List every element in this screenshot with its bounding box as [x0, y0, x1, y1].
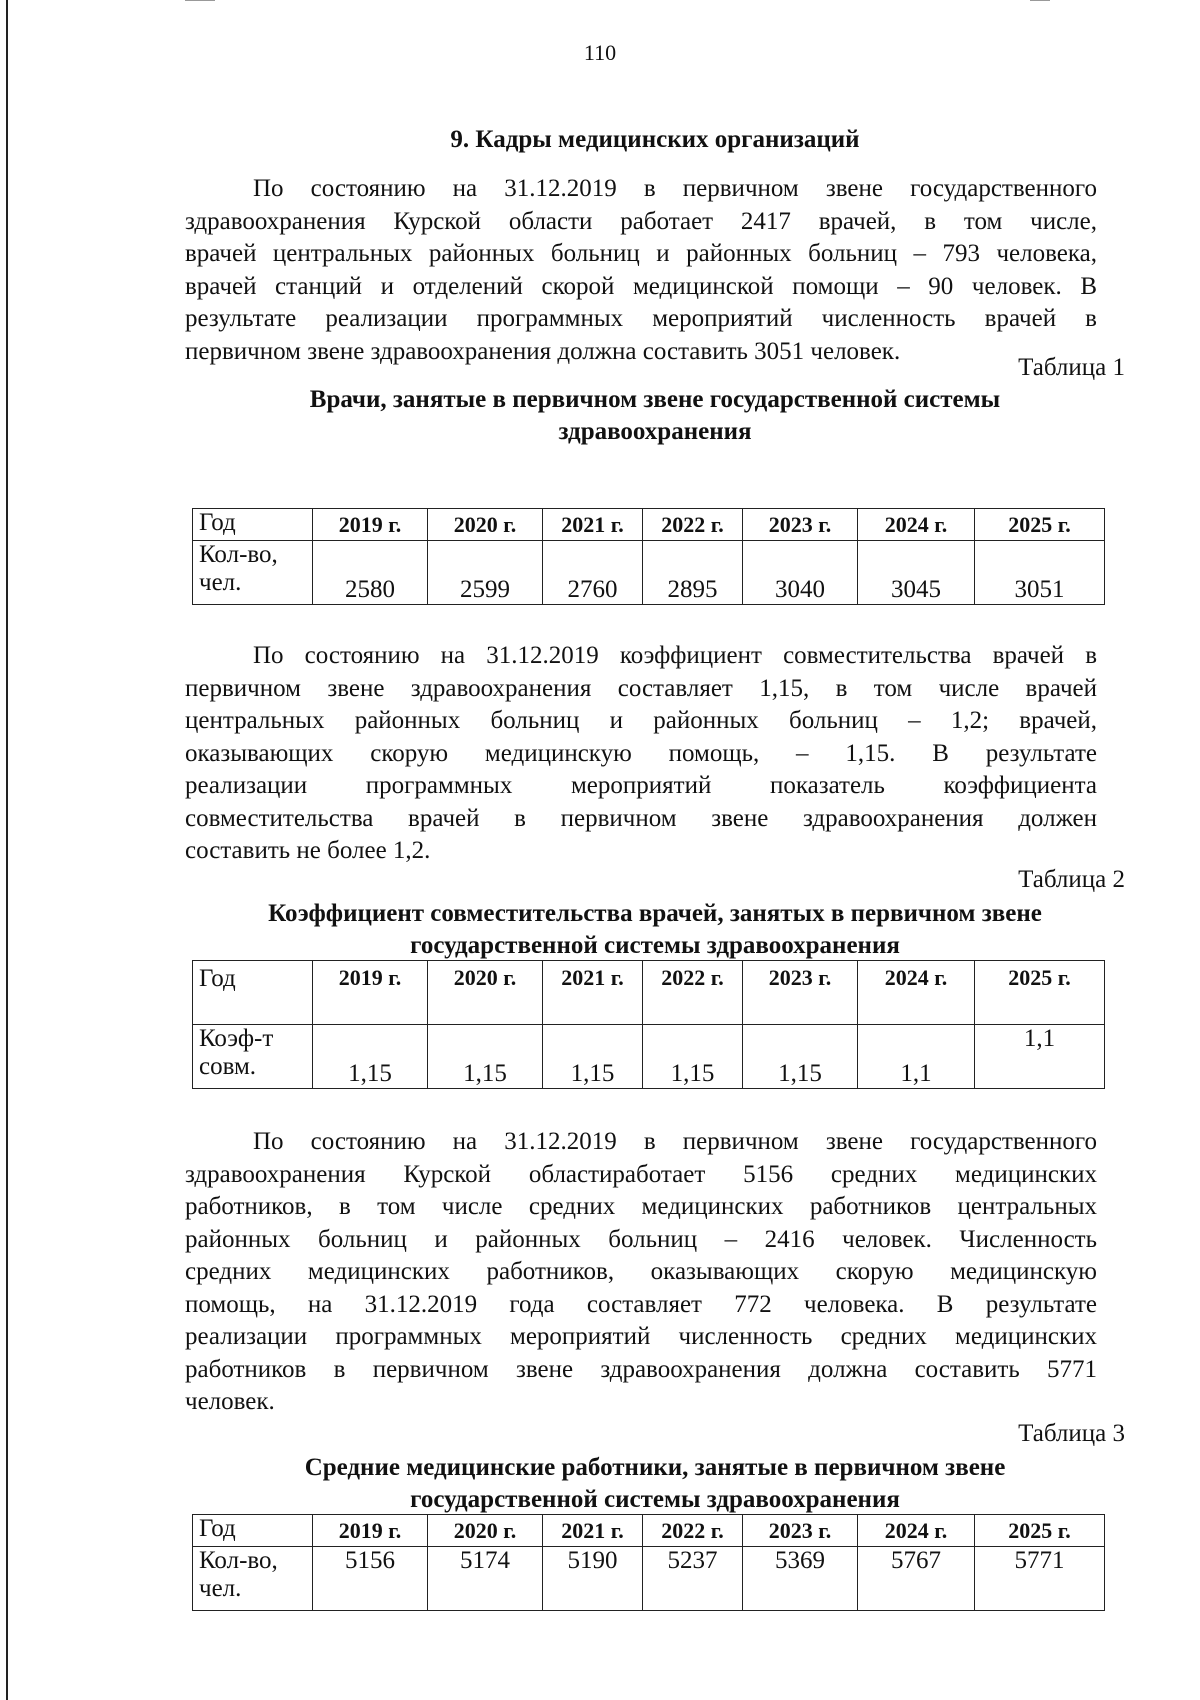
paragraph-line: оказывающих скорую медицинскую помощь, – 1,15. В результате — [185, 739, 1097, 767]
value-cell: 2760 — [543, 541, 643, 605]
paragraph-line: По состоянию на 31.12.2019 в первичном звене государственного — [253, 1128, 1097, 1155]
value-cell: 1,15 — [743, 1025, 858, 1089]
paragraph-line: По состоянию на 31.12.2019 коэффициент совместительства врачей в — [253, 642, 1097, 669]
value-cell: 3040 — [743, 541, 858, 605]
table-header-row — [193, 1515, 1105, 1547]
year-header-cell: Год — [193, 961, 313, 1025]
year-cell: 2022 г. — [643, 509, 743, 541]
table-3-title — [180, 1452, 1130, 1516]
year-header-cell: Год — [193, 509, 313, 541]
paragraph-line: помощь, на 31.12.2019 года составляет 772 человека. В результате — [185, 1290, 1097, 1318]
year-cell: 2025 г. — [975, 509, 1105, 541]
table-3-title-line: Средние медицинские работники, занятые в первичном звене — [304, 1454, 1006, 1481]
year-cell: 2024 г. — [858, 961, 975, 1025]
paragraph-line: здравоохранения Курской области работает 2417 врачей, в том числе, — [185, 207, 1097, 235]
table-2-label: Таблица 2 — [1018, 866, 1125, 893]
paragraph-line: врачей центральных районных больниц и районных больниц – 793 человека, — [185, 240, 1097, 267]
value-cell: 5190 — [543, 1547, 643, 1611]
table-1-title-line: здравоохранения — [558, 418, 752, 445]
table-row — [193, 541, 1105, 605]
table-3 — [192, 1514, 1105, 1611]
value-cell: 1,15 — [313, 1025, 428, 1089]
value-cell: 5369 — [743, 1547, 858, 1611]
paragraph-line: здравоохранения Курской областиработает 5156 средних медицинских — [185, 1160, 1097, 1188]
row-label-line: совм. — [199, 1053, 257, 1080]
scan-border — [6, 0, 8, 1700]
table-1-title — [180, 384, 1130, 448]
paragraph-line: первичном звене здравоохранения должна составить 3051 человек. — [185, 337, 901, 365]
paragraph-line: врачей станций и отделений скорой медицинской помощи – 90 человек. В — [185, 272, 1097, 300]
paragraph-line: По состоянию на 31.12.2019 в первичном звене государственного — [253, 175, 1097, 202]
value-cell: 1,1 — [975, 1025, 1105, 1089]
table-1 — [192, 508, 1105, 605]
scan-edge-mark — [1030, 0, 1050, 1]
value-cell: 2580 — [313, 541, 428, 605]
table-2-title-line: государственной системы здравоохранения — [410, 932, 900, 959]
table-2-title-line: Коэффициент совместительства врачей, занятых в первичном звене — [268, 900, 1042, 927]
paragraph-1 — [185, 173, 1097, 368]
row-label-cell — [193, 1547, 313, 1611]
value-cell: 5767 — [858, 1547, 975, 1611]
paragraph-line: центральных районных больниц и районных больниц – 1,2; врачей, — [185, 707, 1097, 734]
year-cell: 2025 г. — [975, 1515, 1105, 1547]
table-3-title-line: государственной системы здравоохранения — [410, 1486, 900, 1513]
year-cell: 2019 г. — [313, 1515, 428, 1547]
year-cell: 2024 г. — [858, 1515, 975, 1547]
value-cell: 5237 — [643, 1547, 743, 1611]
value-cell: 3051 — [975, 541, 1105, 605]
year-cell: 2025 г. — [975, 961, 1105, 1025]
table-1-title-line: Врачи, занятые в первичном звене государственной системы — [309, 386, 1001, 413]
table-header-row — [193, 961, 1105, 1025]
table-1-label: Таблица 1 — [1018, 354, 1125, 381]
row-label-line: Кол-во, — [199, 1547, 278, 1574]
value-cell: 2599 — [428, 541, 543, 605]
paragraph-line: районных больниц и районных больниц – 2416 человек. Численность — [185, 1225, 1097, 1253]
value-cell: 5771 — [975, 1547, 1105, 1611]
paragraph-line: совместительства врачей в первичном звене здравоохранения должен — [185, 804, 1097, 832]
table-header-row — [193, 509, 1105, 541]
value-cell: 2895 — [643, 541, 743, 605]
year-cell: 2020 г. — [428, 509, 543, 541]
paragraph-line: реализации программных мероприятий численность средних медицинских — [185, 1323, 1097, 1350]
year-cell: 2019 г. — [313, 509, 428, 541]
year-cell: 2020 г. — [428, 1515, 543, 1547]
row-label-line: чел. — [199, 1575, 242, 1602]
year-cell: 2021 г. — [543, 1515, 643, 1547]
paragraph-line: составить не более 1,2. — [185, 837, 431, 864]
page-number: 110 — [583, 40, 617, 65]
paragraph-2 — [185, 640, 1097, 868]
value-cell: 5174 — [428, 1547, 543, 1611]
year-cell: 2023 г. — [743, 509, 858, 541]
year-cell: 2019 г. — [313, 961, 428, 1025]
paragraph-3 — [185, 1126, 1097, 1419]
value-cell: 1,15 — [428, 1025, 543, 1089]
scan-edge-mark — [185, 0, 215, 1]
year-cell: 2021 г. — [543, 509, 643, 541]
year-cell: 2021 г. — [543, 961, 643, 1025]
table-row — [193, 1547, 1105, 1611]
table-2 — [192, 960, 1105, 1089]
year-cell: 2020 г. — [428, 961, 543, 1025]
year-header-cell: Год — [193, 1515, 313, 1547]
value-cell: 1,1 — [858, 1025, 975, 1089]
paragraph-line: работников в первичном звене здравоохранения должна составить 5771 — [185, 1355, 1097, 1383]
value-cell: 5156 — [313, 1547, 428, 1611]
table-row — [193, 1025, 1105, 1089]
row-label-cell — [193, 1025, 313, 1089]
section-title: 9. Кадры медицинских организаций — [450, 126, 860, 153]
row-label-line: Кол-во, — [199, 541, 278, 568]
table-3-label: Таблица 3 — [1018, 1420, 1125, 1447]
paragraph-line: средних медицинских работников, оказывающих скорую медицинскую — [185, 1258, 1097, 1285]
year-cell: 2022 г. — [643, 1515, 743, 1547]
year-cell: 2023 г. — [743, 1515, 858, 1547]
value-cell: 3045 — [858, 541, 975, 605]
row-label-line: Коэф-т — [199, 1025, 274, 1052]
paragraph-line: реализации программных мероприятий показатель коэффициента — [185, 772, 1097, 799]
row-label-line: чел. — [199, 569, 242, 596]
year-cell: 2022 г. — [643, 961, 743, 1025]
paragraph-line: первичном звене здравоохранения составляет 1,15, в том числе врачей — [185, 674, 1097, 702]
paragraph-line: результате реализации программных мероприятий численность врачей в — [185, 305, 1097, 332]
paragraph-line: работников, в том числе средних медицинских работников центральных — [185, 1193, 1097, 1220]
table-2-title — [180, 898, 1130, 962]
value-cell: 1,15 — [543, 1025, 643, 1089]
value-cell: 1,15 — [643, 1025, 743, 1089]
year-cell: 2024 г. — [858, 509, 975, 541]
paragraph-line: человек. — [185, 1388, 275, 1415]
year-cell: 2023 г. — [743, 961, 858, 1025]
row-label-cell — [193, 541, 313, 605]
